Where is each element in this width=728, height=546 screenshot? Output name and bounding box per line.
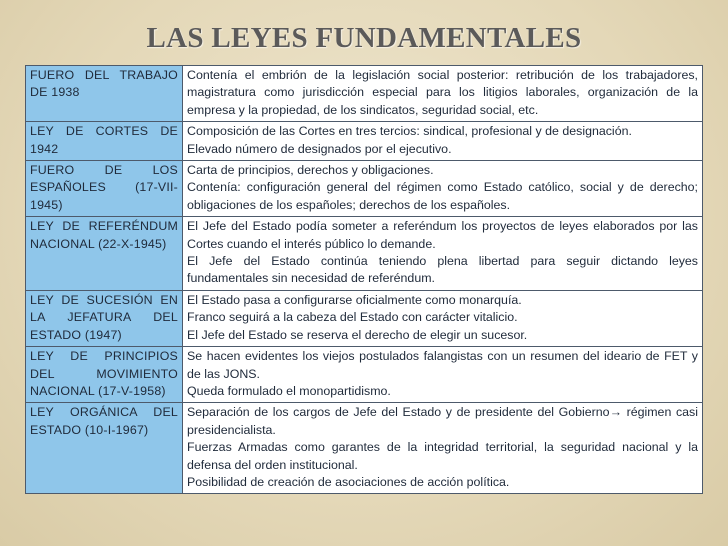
description-line: El Jefe del Estado se reserva el derecho de elegir un sucesor.	[187, 327, 528, 342]
law-description	[183, 403, 703, 494]
law-name: LEY DE PRINCIPIOS DEL MOVIMIENTO NACIONAL (17-V-1958)	[26, 347, 183, 403]
table-row	[26, 161, 703, 217]
law-name: LEY ORGÁNICA DEL ESTADO (10-I-1967)	[26, 403, 183, 494]
description-line: Queda formulado el monopartidismo.	[187, 383, 391, 398]
law-description	[183, 161, 703, 217]
law-name: FUERO DEL TRABAJO DE 1938	[26, 66, 183, 122]
description-line: Posibilidad de creación de asociaciones de acción política.	[187, 474, 510, 489]
law-description	[183, 66, 703, 122]
description-line: Contenía el embrión de la legislación social posterior: retribución de los trabajadores, magistratura como jurisdicción especial para los litigios laborales, organización de la empresa y la propiedad, de los sindicatos, seguridad social, etc.	[187, 68, 698, 117]
description-line: Carta de principios, derechos y obligaciones.	[187, 163, 434, 178]
law-description	[183, 122, 703, 161]
table-row	[26, 217, 703, 291]
table-row	[26, 347, 703, 403]
law-name: LEY DE REFERÉNDUM NACIONAL (22-X-1945)	[26, 217, 183, 291]
page-title: LAS LEYES FUNDAMENTALES	[146, 22, 582, 54]
description-line: Contenía: configuración general del régimen como Estado católico, social y de derecho; obligaciones de los españoles; derechos de los españoles.	[187, 180, 698, 212]
table-row	[26, 66, 703, 122]
description-line: Separación de los cargos de Jefe del Estado y de presidente del Gobierno→ régimen casi presidencialista.	[187, 405, 698, 437]
table-row	[26, 403, 703, 494]
description-line: El Jefe del Estado continúa teniendo plena libertad para seguir dictando leyes fundamentales sin necesidad de referéndum.	[187, 254, 698, 286]
law-name: LEY DE SUCESIÓN EN LA JEFATURA DEL ESTADO (1947)	[26, 290, 183, 346]
law-name: LEY DE CORTES DE 1942	[26, 122, 183, 161]
description-line: El Estado pasa a configurarse oficialmente como monarquía.	[187, 292, 522, 307]
description-line: Fuerzas Armadas como garantes de la integridad territorial, la seguridad nacional y la defensa del orden institucional.	[187, 440, 698, 472]
description-line: Elevado número de designados por el ejecutivo.	[187, 141, 452, 156]
table-row	[26, 290, 703, 346]
law-name: FUERO DE LOS ESPAÑOLES (17-VII-1945)	[26, 161, 183, 217]
law-description	[183, 290, 703, 346]
description-line: Franco seguirá a la cabeza del Estado con carácter vitalicio.	[187, 310, 518, 325]
laws-table	[25, 65, 703, 494]
description-line: Composición de las Cortes en tres tercios: sindical, profesional y de designación.	[187, 124, 632, 139]
table-row	[26, 122, 703, 161]
law-description	[183, 347, 703, 403]
law-description	[183, 217, 703, 291]
description-line: Se hacen evidentes los viejos postulados falangistas con un resumen del ideario de FET y de las JONS.	[187, 349, 698, 381]
description-line: El Jefe del Estado podía someter a referéndum los proyectos de leyes elaborados por las Cortes cuando el interés público lo demande.	[187, 219, 698, 251]
